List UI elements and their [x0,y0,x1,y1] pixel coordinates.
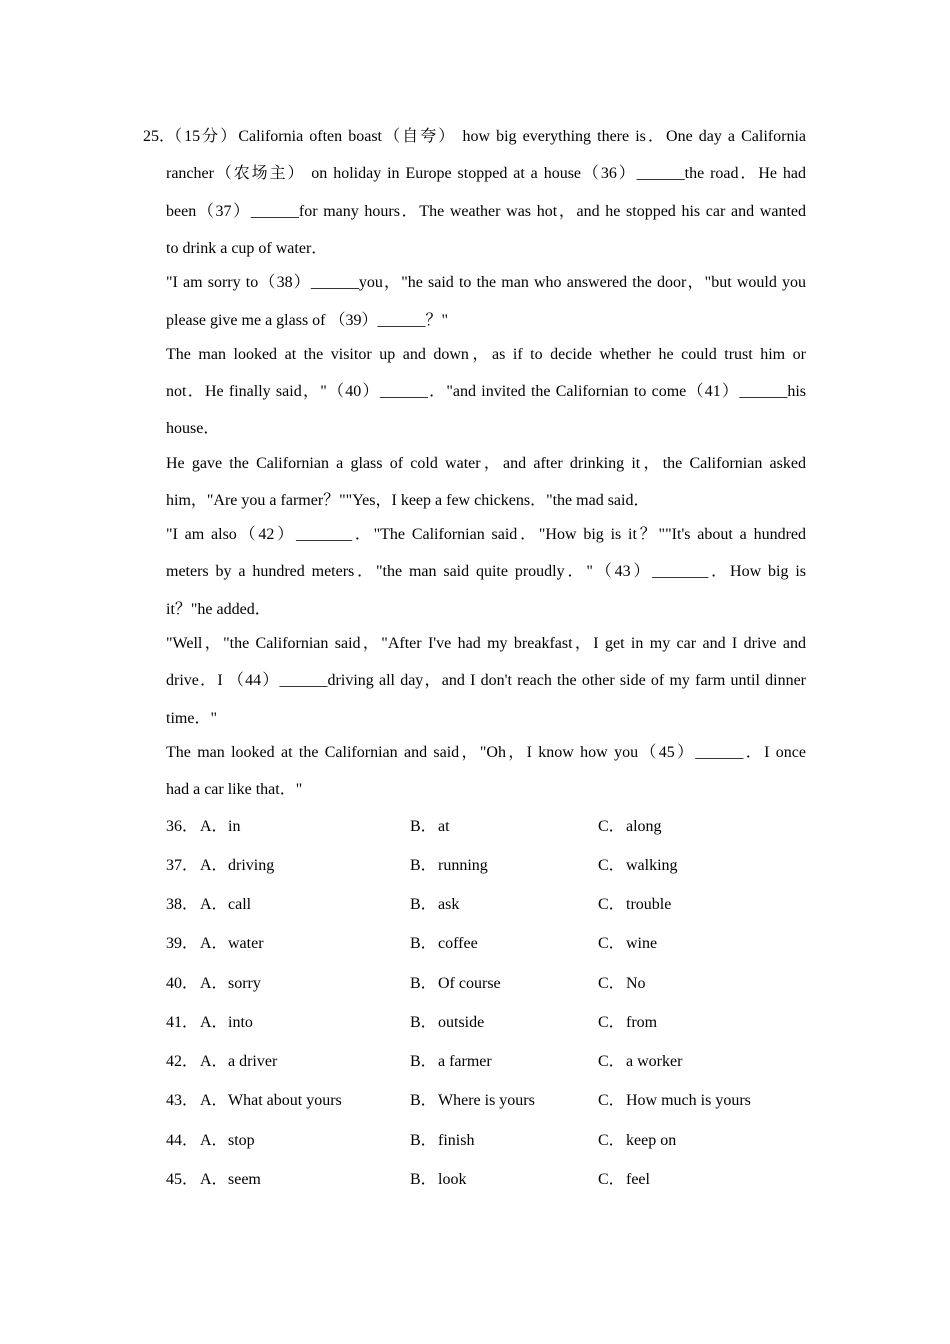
passage-line: The man looked at the visitor up and down，as if to decide whether he could trust him or [166,346,806,363]
option-number: 40． [166,975,199,992]
passage-line: "I am also（42）_______．"The Californian said．"How big is it？""It's about a hundred [166,526,806,543]
passage-line: him，"Are you a farmer？""Yes，I keep a few chickens．"the mad said． [166,492,650,509]
option-a: A．What about yours [200,1092,342,1109]
option-a: A．stop [200,1132,255,1149]
option-b: B．a farmer [410,1053,492,1070]
passage-line: been（37）______for many hours．The weather was hot，and he stopped his car and wanted [166,203,806,220]
passage-line: drive．I （44）______driving all day，and I don't reach the other side of my farm until dinner [166,672,806,689]
passage-line: had a car like that．" [166,781,303,798]
option-c: C．a worker [598,1053,683,1070]
option-c: C．No [598,975,646,992]
passage-line: "I am sorry to（38）______you，"he said to the man who answered the door，"but would you [166,274,806,291]
option-a: A．seem [200,1171,261,1188]
passage-line: it？"he added． [166,601,271,618]
option-number: 36． [166,818,199,835]
passage-line: not．He finally said，"（40）______．"and invited the Californian to come（41）______his [166,383,806,400]
option-b: B．finish [410,1132,475,1149]
option-b: B．outside [410,1014,485,1031]
option-c: C．trouble [598,896,672,913]
option-number: 39． [166,935,199,952]
option-number: 43． [166,1092,199,1109]
passage-line: rancher（农场主） on holiday in Europe stopped at a house（36）______the road．He had [166,165,806,182]
option-b: B．at [410,818,450,835]
passage-line: house． [166,420,220,437]
option-number: 38． [166,896,199,913]
option-number: 45． [166,1171,199,1188]
option-c: C．feel [598,1171,650,1188]
option-b: B．ask [410,896,460,913]
option-a: A．sorry [200,975,261,992]
passage-line: please give me a glass of （39）______？" [166,312,449,329]
passage-line: "Well，"the Californian said，"After I've had my breakfast，I get in my car and I drive and [166,635,806,652]
option-a: A．into [200,1014,253,1031]
option-b: B．coffee [410,935,478,952]
option-number: 37． [166,857,199,874]
option-a: A．driving [200,857,275,874]
option-a: A．call [200,896,252,913]
option-a: A．water [200,935,264,952]
passage-line: He gave the Californian a glass of cold water，and after drinking it，the Californian asked [166,455,806,472]
option-b: B．Where is yours [410,1092,535,1109]
option-a: A．a driver [200,1053,278,1070]
passage-line: （15分）California often boast（自夸） how big everything there is．One day a California [166,128,806,145]
option-number: 42． [166,1053,199,1070]
option-number: 41． [166,1014,199,1031]
option-number: 44． [166,1132,199,1149]
option-b: B．look [410,1171,467,1188]
option-c: C．wine [598,935,658,952]
option-c: C．walking [598,857,678,874]
option-b: B．Of course [410,975,501,992]
option-a: A．in [200,818,241,835]
option-c: C．along [598,818,662,835]
option-c: C．How much is yours [598,1092,751,1109]
question-number: 25． [143,128,176,145]
passage-line: meters by a hundred meters．"the man said quite proudly．"（43）_______．How big is [166,563,806,580]
option-c: C．from [598,1014,658,1031]
passage-line: time．" [166,710,217,727]
passage-line: to drink a cup of water． [166,240,328,257]
passage-line: The man looked at the Californian and said，"Oh，I know how you（45）______．I once [166,744,806,761]
option-c: C．keep on [598,1132,677,1149]
option-b: B．running [410,857,488,874]
